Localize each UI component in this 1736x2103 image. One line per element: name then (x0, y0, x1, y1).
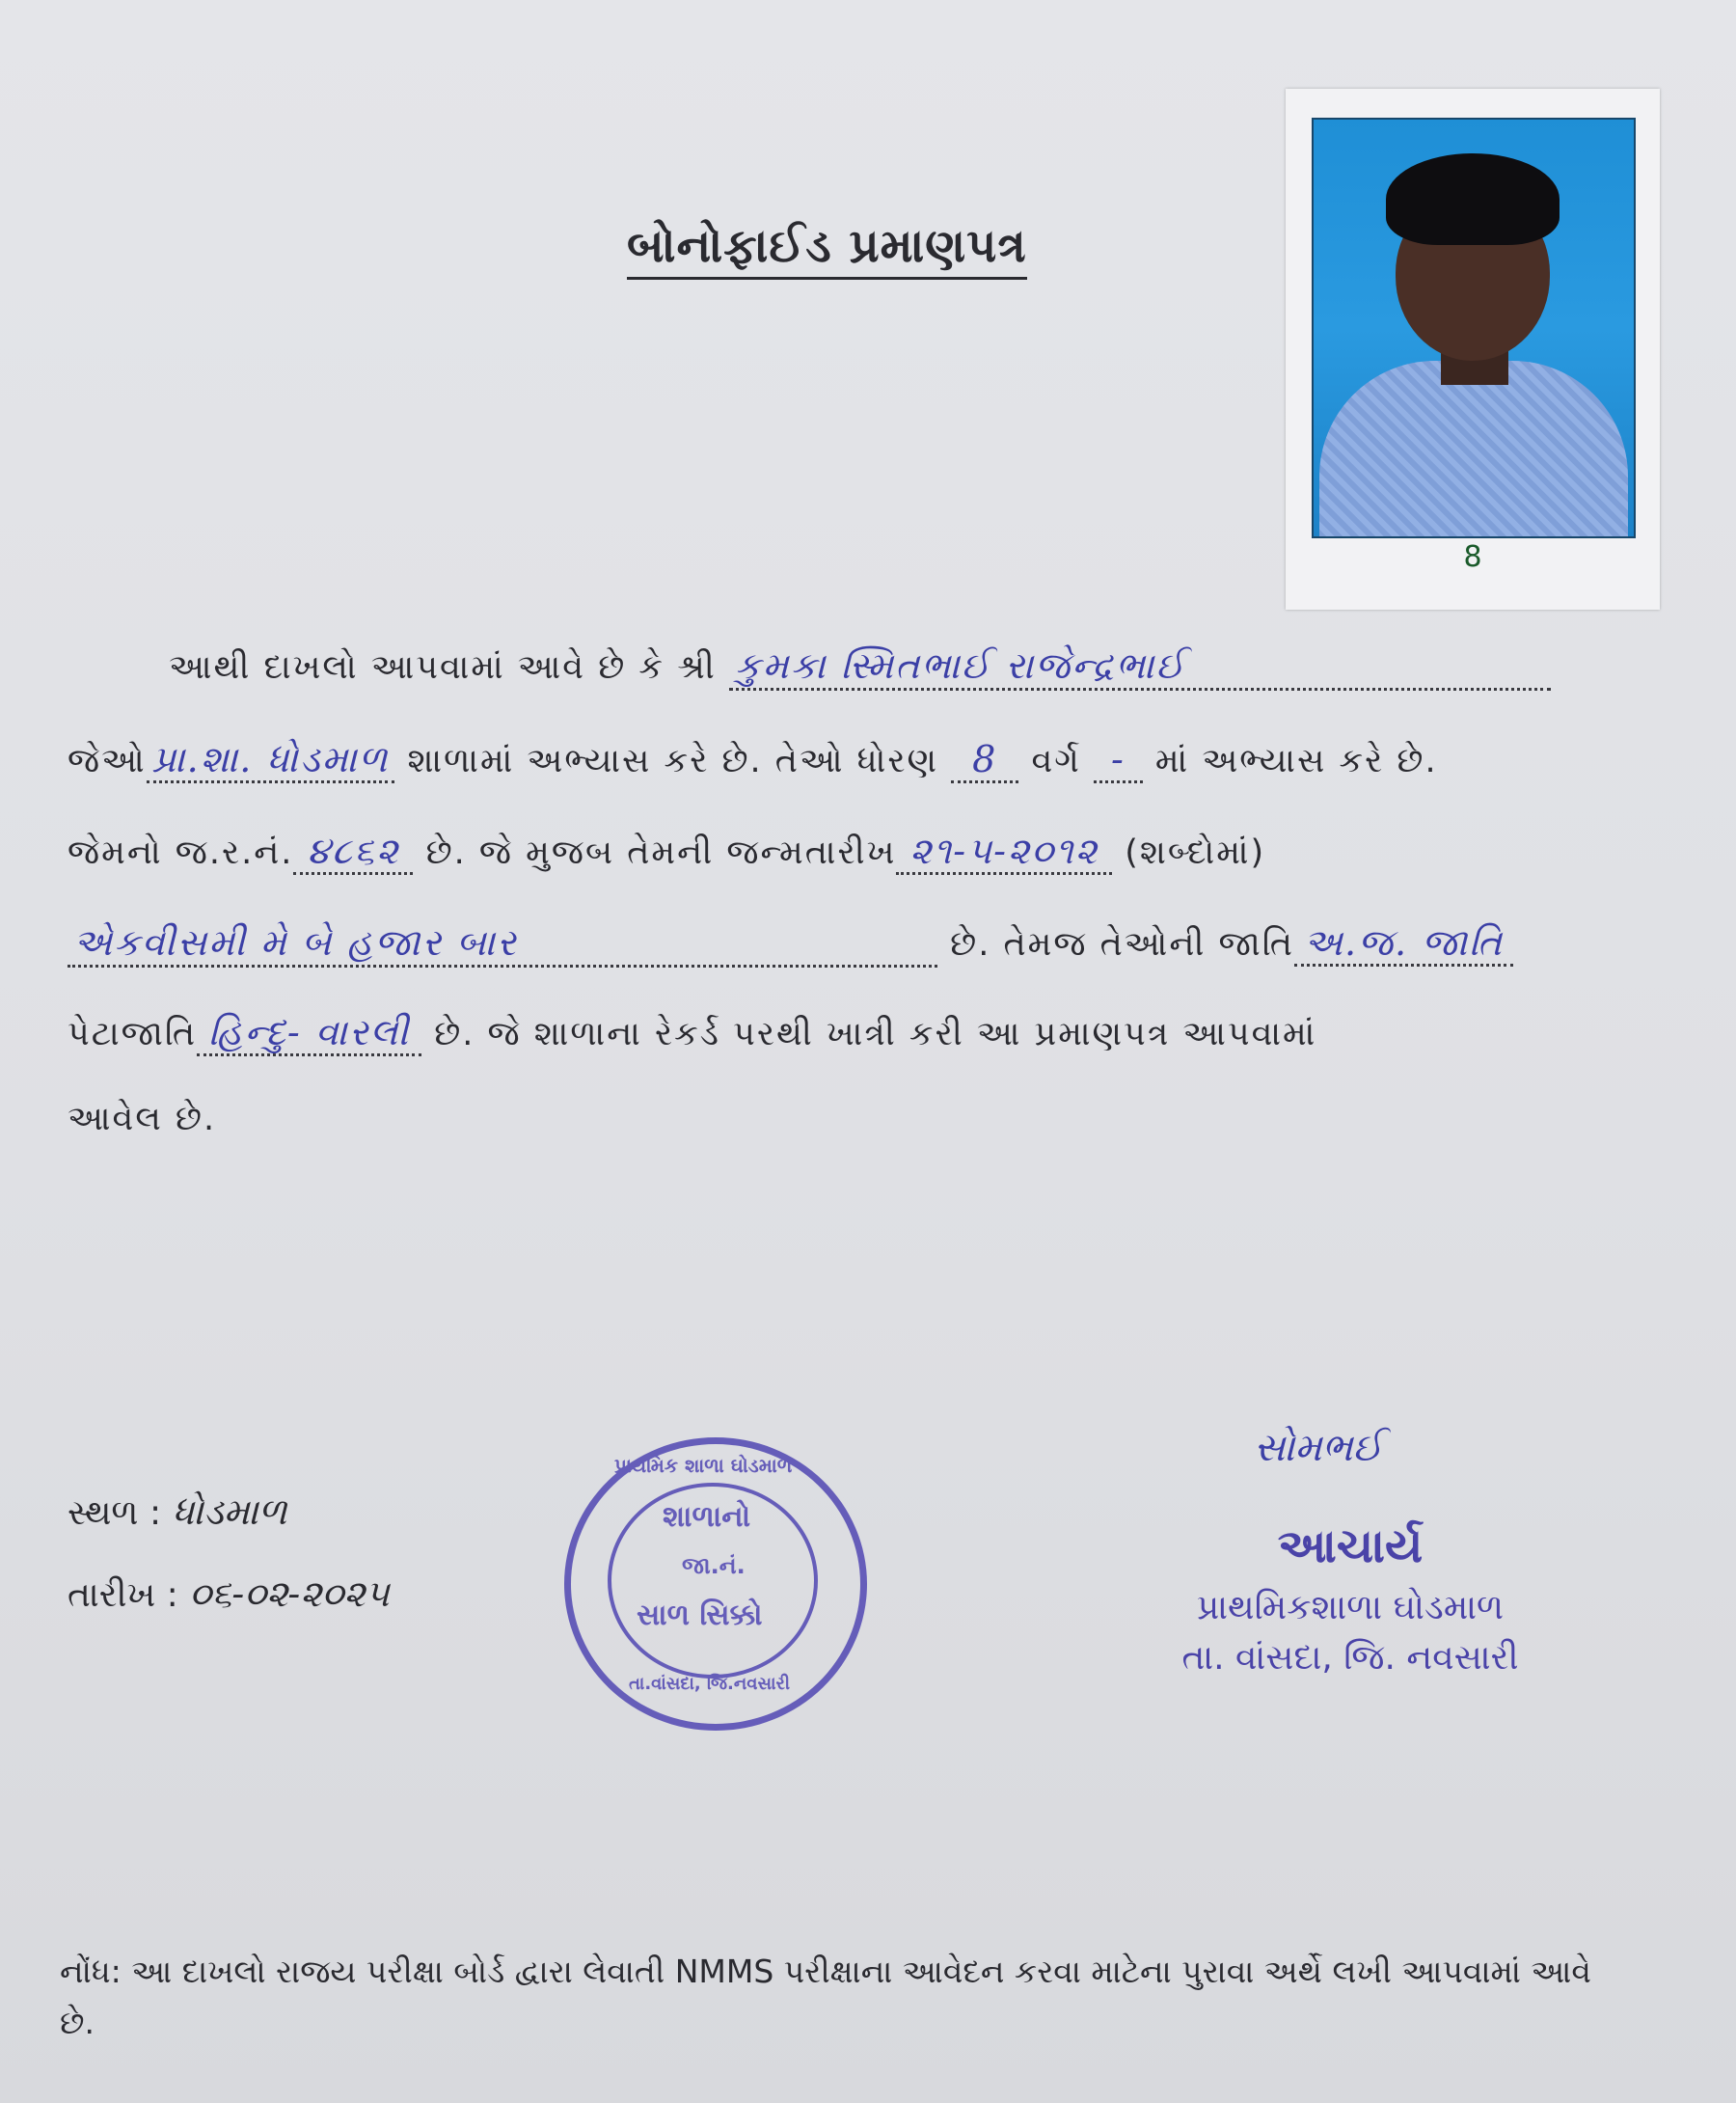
student-name: કુમકા સ્મિતભાઈ રાજેન્દ્રભાઈ (734, 644, 1186, 687)
student-photo-frame (1286, 89, 1660, 610)
body-line-5 (68, 1011, 1316, 1054)
principal-school: પ્રાથમિકશાળા ઘોડમાળ (1196, 1588, 1505, 1627)
birth-date-field (896, 830, 1112, 875)
division-field (1094, 738, 1143, 783)
school-stamp (564, 1437, 867, 1731)
sub-caste-field (197, 1011, 421, 1056)
body-line-3 (68, 830, 1265, 873)
photo-hair (1386, 153, 1560, 245)
school-name-field (147, 738, 395, 783)
body-line-1 (169, 644, 1551, 691)
birth-date: ૨૧-૫-૨૦૧૨ (909, 830, 1099, 872)
photo-caption: 8 (1463, 540, 1482, 574)
principal-address: તા. વાંસદા, જિ. નવસારી (1181, 1638, 1519, 1678)
stamp-ring-bottom: તા.વાંસદા, જિ.નવસારી (629, 1674, 790, 1694)
school-name: પ્રા.શા. ધોડમાળ (151, 738, 390, 780)
date-row (68, 1572, 390, 1616)
body-line-2 (68, 738, 1438, 781)
place-value: ધોડમાળ (172, 1490, 287, 1533)
line3-text-a: જેમનો જ.ર.નં. (68, 833, 294, 872)
principal-block (1119, 1519, 1582, 1679)
body-line-4 (68, 921, 1513, 968)
register-number: ૪૮૬૨ (307, 830, 400, 872)
register-no-field (293, 830, 413, 875)
principal-designation: આચાર્ય (1277, 1519, 1424, 1573)
photo-shirt (1319, 361, 1628, 538)
standard-field (951, 738, 1018, 783)
footnote: નોંધ: આ દાખલો રાજય પરીક્ષા બોર્ડ દ્વારા લેવાતી NMMS પરીક્ષાના આવેદન કરવા માટેના પુરાવા અર્થે લખી આપવામાં આવે છે. (60, 1953, 1591, 2041)
line2-text-b: શાળામાં અભ્યાસ કરે છે. તેઓ ધોરણ (407, 742, 938, 780)
place-row (68, 1490, 287, 1534)
line2-text-d: માં અભ્યાસ કરે છે. (1154, 742, 1438, 780)
stamp-center-top: શાળાનો (663, 1500, 751, 1534)
division: - (1110, 738, 1126, 780)
line2-text-a: જેઓ (68, 742, 147, 780)
stamp-ring-top: પ્રાથમિક શાળા ઘોડમાળ (614, 1454, 793, 1477)
standard: 8 (972, 738, 998, 780)
line3-text-b: છે. જે મુજબ તેમની જન્મતારીખ (425, 833, 897, 872)
place-label: સ્થળ : (68, 1493, 162, 1533)
birth-date-words-field (68, 921, 937, 968)
line5-text-b: છે. જે શાળાના રેકર્ડ પરથી ખાત્રી કરી આ પ્રમાણપત્ર આપવામાં (434, 1015, 1317, 1053)
line3-text-c: (શબ્દોમાં) (1125, 833, 1266, 872)
caste-field (1294, 921, 1513, 967)
student-photo (1312, 118, 1636, 538)
line5-text-a: પેટાજાતિ (68, 1015, 198, 1053)
certificate-title: બોનોફાઈડ પ્રમાણપત્ર (627, 220, 1027, 280)
stamp-center-mid: જા.નં. (682, 1552, 746, 1579)
line2-text-c: વર્ગ (1031, 742, 1081, 780)
caste: અ.જ. જાતિ (1303, 921, 1504, 964)
sub-caste: હિન્દુ- વારલી (208, 1011, 411, 1053)
line1-text: આથી દાખલો આપવામાં આવે છે કે શ્રી (169, 648, 717, 687)
date-value: ૦૬-૦૨-૨૦૨૫ (189, 1572, 390, 1615)
birth-date-words: એકવીસમી મે બે હજાર બાર (73, 921, 518, 964)
body-line-6: આવેલ છે. (68, 1100, 217, 1138)
stamp-center-bottom: સાળ સિક્કો (637, 1598, 763, 1632)
date-label: તારીખ : (68, 1575, 178, 1615)
student-name-field (729, 644, 1551, 691)
principal-signature: સોમભઈ (1254, 1426, 1383, 1470)
line4-text: છે. તેમજ તેઓની જાતિ (950, 925, 1294, 964)
